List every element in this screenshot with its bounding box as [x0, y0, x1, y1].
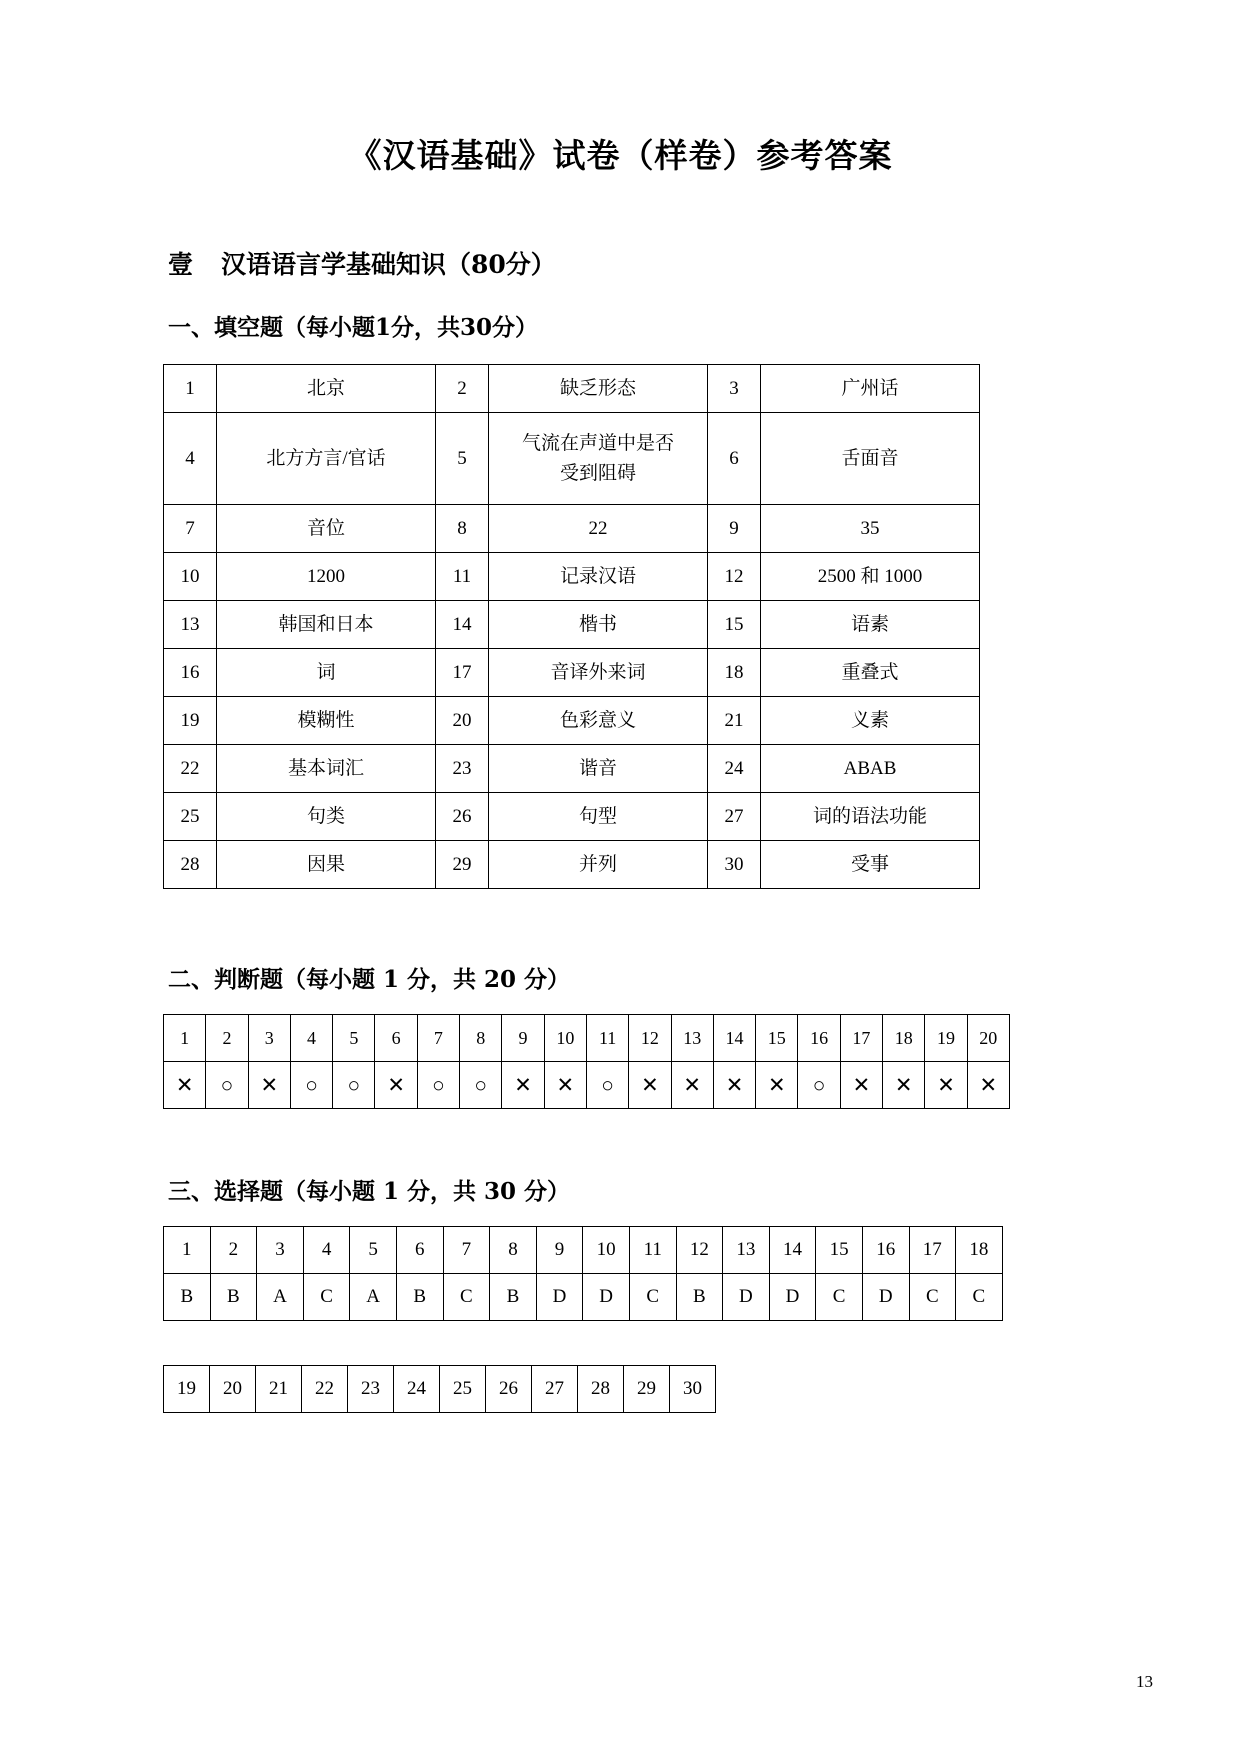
question-index: 30 [708, 841, 761, 889]
question-index: 15 [816, 1227, 863, 1274]
question-answer: 北方方言/官话 [217, 413, 436, 505]
question-answer: ✕ [840, 1062, 882, 1109]
question-index: 27 [532, 1366, 578, 1413]
question-answer: ○ [586, 1062, 628, 1109]
question-answer: 词的语法功能 [761, 793, 980, 841]
question-index: 2 [210, 1227, 257, 1274]
question-answer: B [676, 1274, 723, 1321]
table-row [164, 649, 980, 697]
question-index: 8 [490, 1227, 537, 1274]
question-index: 17 [840, 1015, 882, 1062]
page-number: 13 [1136, 1672, 1153, 1691]
question-answer: 音位 [217, 505, 436, 553]
question-index: 8 [436, 505, 489, 553]
part-one-heading [0, 177, 1241, 281]
question-index: 29 [436, 841, 489, 889]
answer-line-1: 气流在声道中是否 [521, 433, 674, 455]
question-index: 28 [578, 1366, 624, 1413]
question-answer: ✕ [629, 1062, 671, 1109]
question-index: 1 [164, 1015, 206, 1062]
question-index: 15 [756, 1015, 798, 1062]
question-answer: 北京 [217, 365, 436, 413]
part-one-number: 壹 [168, 250, 196, 279]
question-answer: ✕ [502, 1062, 544, 1109]
question-index: 25 [164, 793, 217, 841]
question-answer: ✕ [375, 1062, 417, 1109]
table-row [164, 505, 980, 553]
section-true-false-heading: 二、判断题（每小题 1 分，共 20 分） [168, 966, 571, 993]
fill-in-blank-table [163, 364, 980, 889]
question-answer: 基本词汇 [217, 745, 436, 793]
question-index: 6 [375, 1015, 417, 1062]
question-answer: C [303, 1274, 350, 1321]
question-index: 26 [486, 1366, 532, 1413]
question-index: 12 [708, 553, 761, 601]
question-index: 2 [436, 365, 489, 413]
question-index: 4 [290, 1015, 332, 1062]
question-answer: 22 [489, 505, 708, 553]
question-answer: C [629, 1274, 676, 1321]
question-answer: 韩国和日本 [217, 601, 436, 649]
page-title: 《汉语基础》试卷（样卷）参考答案 [348, 136, 893, 175]
question-answer: ✕ [713, 1062, 755, 1109]
question-answer: 语素 [761, 601, 980, 649]
question-index: 24 [708, 745, 761, 793]
question-index: 7 [417, 1015, 459, 1062]
question-index: 14 [713, 1015, 755, 1062]
question-answer: D [769, 1274, 816, 1321]
question-answer: A [257, 1274, 304, 1321]
question-index: 10 [544, 1015, 586, 1062]
section-multiple-choice-heading: 三、选择题（每小题 1 分，共 30 分） [168, 1178, 571, 1205]
question-answer: ○ [798, 1062, 840, 1109]
question-index: 21 [256, 1366, 302, 1413]
question-index: 2 [206, 1015, 248, 1062]
question-index: 3 [248, 1015, 290, 1062]
question-answer: 受事 [761, 841, 980, 889]
question-index: 13 [723, 1227, 770, 1274]
question-index: 29 [624, 1366, 670, 1413]
table-row [164, 745, 980, 793]
question-index: 5 [350, 1227, 397, 1274]
question-answer: B [490, 1274, 537, 1321]
table-row [164, 697, 980, 745]
question-index: 14 [769, 1227, 816, 1274]
section-fill-in-heading: 一、填空题（每小题1分，共30分） [168, 314, 539, 341]
question-index: 1 [164, 1227, 211, 1274]
question-index: 9 [502, 1015, 544, 1062]
question-answer: ✕ [883, 1062, 925, 1109]
table-row-answers [164, 1274, 1003, 1321]
part-one-text: 汉语语言学基础知识（80分） [221, 250, 556, 279]
question-index: 19 [164, 697, 217, 745]
question-answer: 模糊性 [217, 697, 436, 745]
question-answer: 楷书 [489, 601, 708, 649]
table-row [164, 841, 980, 889]
question-answer: 义素 [761, 697, 980, 745]
question-answer: D [583, 1274, 630, 1321]
question-index: 14 [436, 601, 489, 649]
question-index: 12 [629, 1015, 671, 1062]
question-answer: D [536, 1274, 583, 1321]
question-answer: B [396, 1274, 443, 1321]
question-index: 13 [164, 601, 217, 649]
question-answer: 句型 [489, 793, 708, 841]
question-index: 19 [925, 1015, 967, 1062]
question-index: 18 [883, 1015, 925, 1062]
question-index: 6 [396, 1227, 443, 1274]
question-answer-multiline [489, 413, 708, 505]
table-row-answers [164, 1062, 1010, 1109]
question-answer: C [816, 1274, 863, 1321]
question-index: 19 [164, 1366, 210, 1413]
question-answer: 记录汉语 [489, 553, 708, 601]
question-index: 10 [583, 1227, 630, 1274]
question-index: 17 [909, 1227, 956, 1274]
question-answer: A [350, 1274, 397, 1321]
question-answer: 色彩意义 [489, 697, 708, 745]
question-answer: ○ [290, 1062, 332, 1109]
question-answer: ✕ [925, 1062, 967, 1109]
question-answer: ✕ [756, 1062, 798, 1109]
table-row [164, 793, 980, 841]
question-answer: 词 [217, 649, 436, 697]
question-index: 28 [164, 841, 217, 889]
question-index: 30 [670, 1366, 716, 1413]
question-index: 22 [302, 1366, 348, 1413]
question-answer: ABAB [761, 745, 980, 793]
question-answer: 舌面音 [761, 413, 980, 505]
question-answer: ○ [417, 1062, 459, 1109]
question-index: 16 [862, 1227, 909, 1274]
question-answer: ✕ [671, 1062, 713, 1109]
question-index: 11 [629, 1227, 676, 1274]
question-index: 20 [210, 1366, 256, 1413]
true-false-answer-table [163, 1014, 1010, 1109]
question-index: 9 [536, 1227, 583, 1274]
question-answer: C [443, 1274, 490, 1321]
question-answer: ✕ [248, 1062, 290, 1109]
question-index: 20 [436, 697, 489, 745]
question-index: 16 [798, 1015, 840, 1062]
question-index: 11 [436, 553, 489, 601]
table-row [164, 601, 980, 649]
question-index: 25 [440, 1366, 486, 1413]
question-index: 4 [303, 1227, 350, 1274]
question-answer: 重叠式 [761, 649, 980, 697]
question-index: 7 [164, 505, 217, 553]
question-answer: 1200 [217, 553, 436, 601]
question-index: 26 [436, 793, 489, 841]
question-answer: 因果 [217, 841, 436, 889]
question-index: 3 [257, 1227, 304, 1274]
question-answer: ✕ [544, 1062, 586, 1109]
question-answer: ○ [460, 1062, 502, 1109]
question-answer: B [210, 1274, 257, 1321]
question-answer: 句类 [217, 793, 436, 841]
question-answer: 2500 和 1000 [761, 553, 980, 601]
question-index: 22 [164, 745, 217, 793]
table-row [164, 413, 980, 505]
question-index: 27 [708, 793, 761, 841]
question-index: 13 [671, 1015, 713, 1062]
question-answer: D [862, 1274, 909, 1321]
question-index: 18 [956, 1227, 1003, 1274]
question-answer: C [909, 1274, 956, 1321]
question-index: 21 [708, 697, 761, 745]
question-index: 5 [436, 413, 489, 505]
question-index: 10 [164, 553, 217, 601]
question-answer: 音译外来词 [489, 649, 708, 697]
multiple-choice-answer-table-2 [163, 1365, 716, 1413]
question-answer: 35 [761, 505, 980, 553]
question-answer: 谐音 [489, 745, 708, 793]
question-index: 18 [708, 649, 761, 697]
question-answer: 并列 [489, 841, 708, 889]
question-index: 3 [708, 365, 761, 413]
question-index: 11 [586, 1015, 628, 1062]
question-answer: ○ [206, 1062, 248, 1109]
question-index: 4 [164, 413, 217, 505]
table-row [164, 553, 980, 601]
question-index: 24 [394, 1366, 440, 1413]
question-answer: ✕ [164, 1062, 206, 1109]
question-index: 1 [164, 365, 217, 413]
question-index: 16 [164, 649, 217, 697]
question-answer: ✕ [967, 1062, 1009, 1109]
question-index: 8 [460, 1015, 502, 1062]
question-index: 5 [333, 1015, 375, 1062]
question-index: 20 [967, 1015, 1009, 1062]
question-index: 7 [443, 1227, 490, 1274]
table-row-numbers [164, 1015, 1010, 1062]
question-index: 23 [348, 1366, 394, 1413]
question-index: 6 [708, 413, 761, 505]
question-index: 15 [708, 601, 761, 649]
question-answer: 缺乏形态 [489, 365, 708, 413]
table-row [164, 365, 980, 413]
question-answer: C [956, 1274, 1003, 1321]
question-answer: D [723, 1274, 770, 1321]
question-answer: B [164, 1274, 211, 1321]
question-index: 23 [436, 745, 489, 793]
question-answer: ○ [333, 1062, 375, 1109]
question-answer: 广州话 [761, 365, 980, 413]
answer-line-2: 受到阻碍 [559, 462, 636, 484]
question-index: 9 [708, 505, 761, 553]
table-row-numbers [164, 1366, 716, 1413]
table-row-numbers [164, 1227, 1003, 1274]
question-index: 17 [436, 649, 489, 697]
multiple-choice-answer-table-1 [163, 1226, 1003, 1321]
question-index: 12 [676, 1227, 723, 1274]
